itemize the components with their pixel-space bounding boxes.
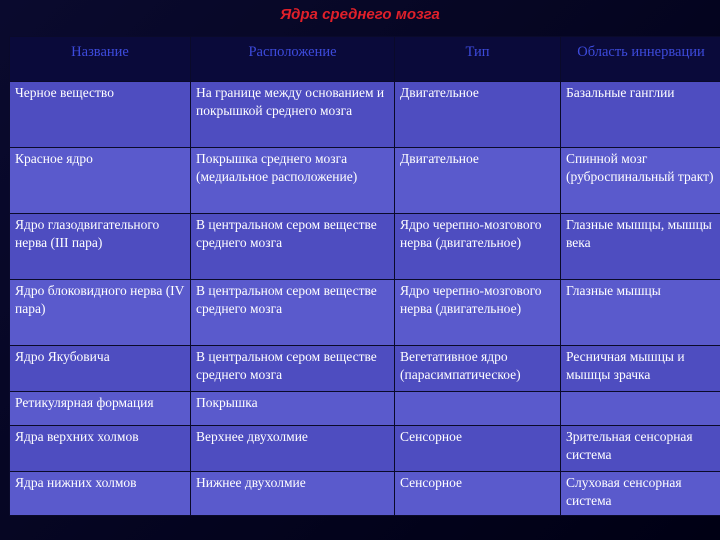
cell-type: Двигательное <box>395 148 561 214</box>
cell-innervation: Слуховая сенсорная система <box>561 472 720 516</box>
cell-name: Ядра нижних холмов <box>10 472 191 516</box>
cell-innervation: Глазные мышцы <box>561 280 720 346</box>
cell-type: Ядро черепно-мозгового нерва (двигательное) <box>395 280 561 346</box>
table-row <box>10 148 720 214</box>
table-row <box>10 82 720 148</box>
cell-location: Верхнее двухолмие <box>191 426 395 472</box>
cell-name: Черное вещество <box>10 82 191 148</box>
cell-location: Покрышка среднего мозга (медиальное расположение) <box>191 148 395 214</box>
header-location: Расположение <box>191 37 395 82</box>
cell-name: Ядро глазодвигательного нерва (III пара) <box>10 214 191 280</box>
cell-name: Ядро блоковидного нерва (IV пара) <box>10 280 191 346</box>
table-row <box>10 280 720 346</box>
cell-location: Нижнее двухолмие <box>191 472 395 516</box>
table-row <box>10 346 720 392</box>
cell-location: В центральном сером веществе среднего мозга <box>191 280 395 346</box>
cell-type: Сенсорное <box>395 472 561 516</box>
nuclei-table <box>9 36 720 516</box>
cell-type: Ядро черепно-мозгового нерва (двигательное) <box>395 214 561 280</box>
table-row <box>10 392 720 426</box>
cell-name: Ядро Якубовича <box>10 346 191 392</box>
cell-location: В центральном сером веществе среднего мозга <box>191 346 395 392</box>
cell-type <box>395 392 561 426</box>
cell-location: На границе между основанием и покрышкой среднего мозга <box>191 82 395 148</box>
cell-innervation: Ресничная мышцы и мышцы зрачка <box>561 346 720 392</box>
header-name: Название <box>10 37 191 82</box>
header-innervation: Область иннервации <box>561 37 720 82</box>
cell-location: В центральном сером веществе среднего мозга <box>191 214 395 280</box>
cell-type: Сенсорное <box>395 426 561 472</box>
slide-title: Ядра среднего мозга <box>280 6 440 23</box>
cell-location: Покрышка <box>191 392 395 426</box>
cell-innervation <box>561 392 720 426</box>
cell-innervation: Базальные ганглии <box>561 82 720 148</box>
table-row <box>10 214 720 280</box>
table-row <box>10 426 720 472</box>
header-type: Тип <box>395 37 561 82</box>
cell-innervation: Глазные мышцы, мышцы века <box>561 214 720 280</box>
cell-name: Красное ядро <box>10 148 191 214</box>
cell-innervation: Зрительная сенсорная система <box>561 426 720 472</box>
cell-type: Вегетативное ядро (парасимпатическое) <box>395 346 561 392</box>
table-row <box>10 472 720 516</box>
cell-name: Ядра верхних холмов <box>10 426 191 472</box>
cell-name: Ретикулярная формация <box>10 392 191 426</box>
cell-type: Двигательное <box>395 82 561 148</box>
table-header-row <box>10 37 720 82</box>
cell-innervation: Спинной мозг (руброспинальный тракт) <box>561 148 720 214</box>
